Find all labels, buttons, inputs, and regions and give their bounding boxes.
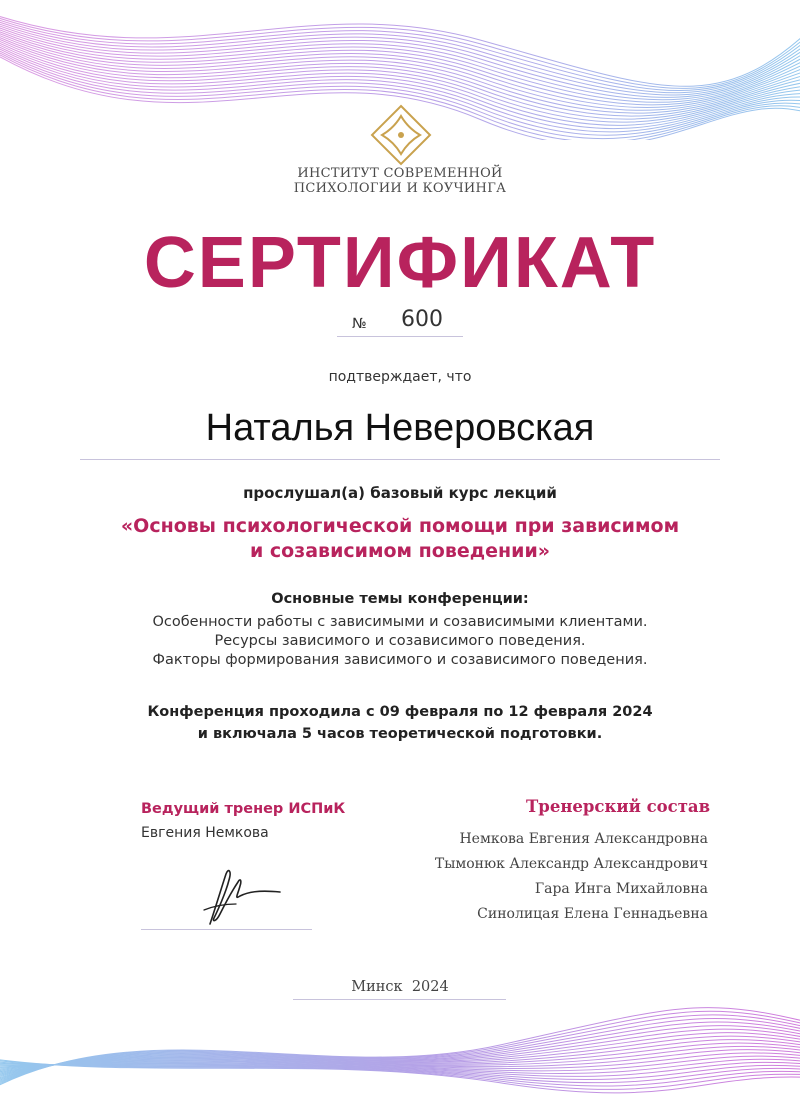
confirms-text: подтверждает, что [328,369,472,385]
institute-name-line2: ПСИХОЛОГИИ И КОУЧИНГА [293,181,507,196]
number-sign: № [352,316,367,332]
lead-trainer-name: Евгения Немкова [141,825,269,841]
trainer-member: Тымонюк Александр Александрович [434,856,708,872]
conference-dates: Конференция проходила с 09 февраля по 12 февраля 2024 [147,704,653,720]
topic-item: Особенности работы с зависимыми и созависимыми клиентами. [152,614,648,630]
trainer-member: Гара Инга Михайловна [534,881,708,897]
trainers-heading: Тренерский состав [526,797,711,816]
lead-trainer-heading: Ведущий тренер ИСПиК [141,801,346,817]
institute-name [0,166,800,196]
trainer-member: Немкова Евгения Александровна [459,831,708,847]
conference-hours: и включала 5 часов теоретической подготовки. [197,726,603,742]
topic-item: Факторы формирования зависимого и созависимого поведения. [152,652,648,668]
bottom-wave-decoration [0,985,800,1105]
number-underline [337,336,463,337]
topics-heading: Основные темы конференции: [271,591,529,607]
recipient-name: Наталья Неверовская [205,407,595,449]
trainer-member: Синолицая Елена Геннадьевна [477,906,708,922]
institute-name-line1: ИНСТИТУТ СОВРЕМЕННОЙ [297,166,503,181]
certificate-number: 600 [401,307,443,332]
recipient-underline [80,459,720,460]
city-underline [293,999,506,1000]
conference-info [0,701,800,745]
course-title-line1: «Основы психологической помощи при зависимом [120,515,680,537]
signature-icon [196,866,286,930]
completed-text: прослушал(а) базовый курс лекций [243,484,557,502]
city-year: Минск 2024 [351,979,449,995]
topics-list [0,613,800,670]
signature-line [141,929,312,930]
institute-logo-icon [370,104,432,166]
course-title [0,514,800,564]
topic-item: Ресурсы зависимого и созависимого поведения. [214,633,586,649]
certificate-title: СЕРТИФИКАТ [143,223,657,303]
course-title-line2: и созависимом поведении» [249,540,551,562]
